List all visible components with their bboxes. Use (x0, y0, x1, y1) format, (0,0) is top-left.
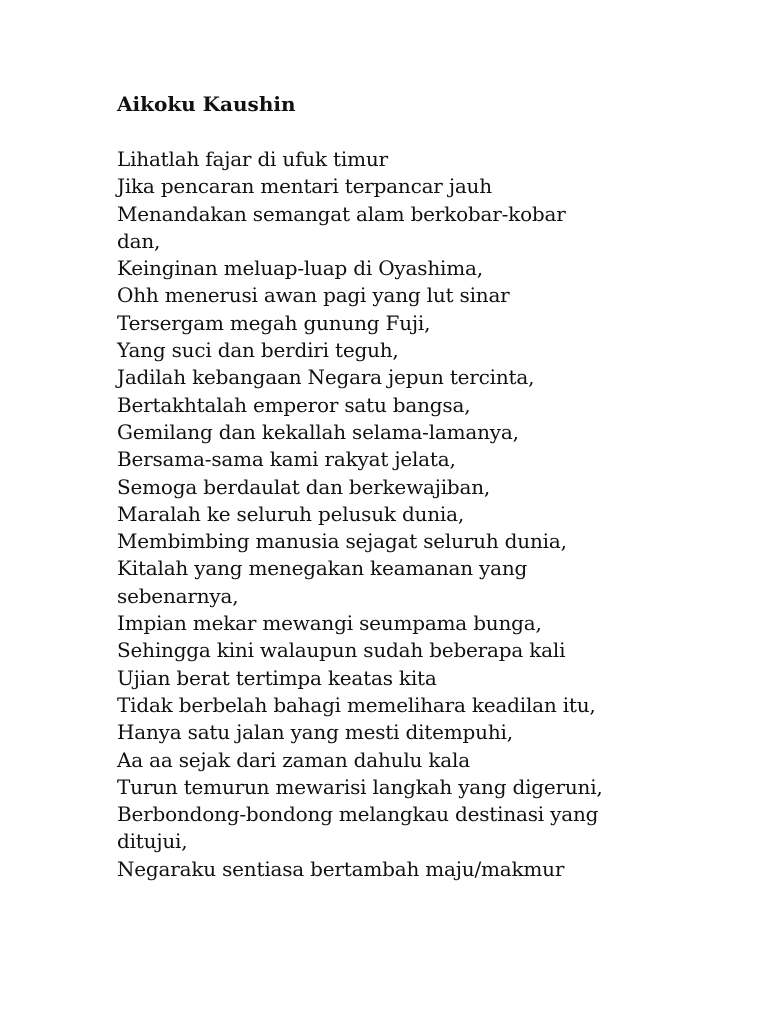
poem-line: Maralah ke seluruh pelusuk dunia, (117, 501, 464, 526)
poem-line: Bersama-sama kami rakyat jelata, (117, 447, 456, 472)
poem-line: Keinginan meluap-luap di Oyashima, (117, 256, 483, 281)
poem-line: Berbondong-bondong melangkau destinasi yang (117, 802, 599, 827)
poem-line: Tidak berbelah bahagi memelihara keadilan itu, (117, 692, 596, 717)
poem-line: Sehingga kini walaupun sudah beberapa kali (117, 638, 566, 663)
poem-line: Tersergam megah gunung Fuji, (117, 310, 431, 335)
poem-line: Jadilah kebangaan Negara jepun tercinta, (117, 365, 535, 390)
poem-line: Aa aa sejak dari zaman dahulu kala (117, 747, 470, 772)
poem-line: sebenarnya, (117, 583, 239, 608)
poem-line: Turun temurun mewarisi langkah yang digeruni, (117, 774, 603, 799)
poem-line: Menandakan semangat alam berkobar-kobar (117, 201, 566, 226)
poem-line: Gemilang dan kekallah selama-lamanya, (117, 419, 519, 444)
poem-line: Jika pencaran mentari terpancar jauh (117, 174, 492, 199)
poem-line: ditujui, (117, 829, 188, 854)
poem-line: Negaraku sentiasa bertambah maju/makmur (117, 856, 565, 881)
poem-line: dan, (117, 228, 161, 253)
poem-line: Membimbing manusia sejagat seluruh dunia, (117, 529, 567, 554)
poem-line: Impian mekar mewangi seumpama bunga, (117, 611, 542, 636)
poem-line: Ohh menerusi awan pagi yang lut sinar (117, 283, 510, 308)
poem-line: Semoga berdaulat dan berkewajiban, (117, 474, 491, 499)
poem-line: Bertakhtalah emperor satu bangsa, (117, 392, 471, 417)
poem-line: Hanya satu jalan yang mesti ditempuhi, (117, 720, 513, 745)
poem-line: Yang suci dan berdiri teguh, (117, 338, 399, 363)
poem-line: Lihatlah fajar di ufuk timur (117, 147, 388, 171)
poem-line: Kitalah yang menegakan keamanan yang (117, 556, 528, 581)
poem-body (117, 146, 697, 883)
poem-line: Ujian berat tertimpa keatas kita (117, 665, 437, 690)
document-title: Aikoku Kaushin (117, 92, 296, 116)
